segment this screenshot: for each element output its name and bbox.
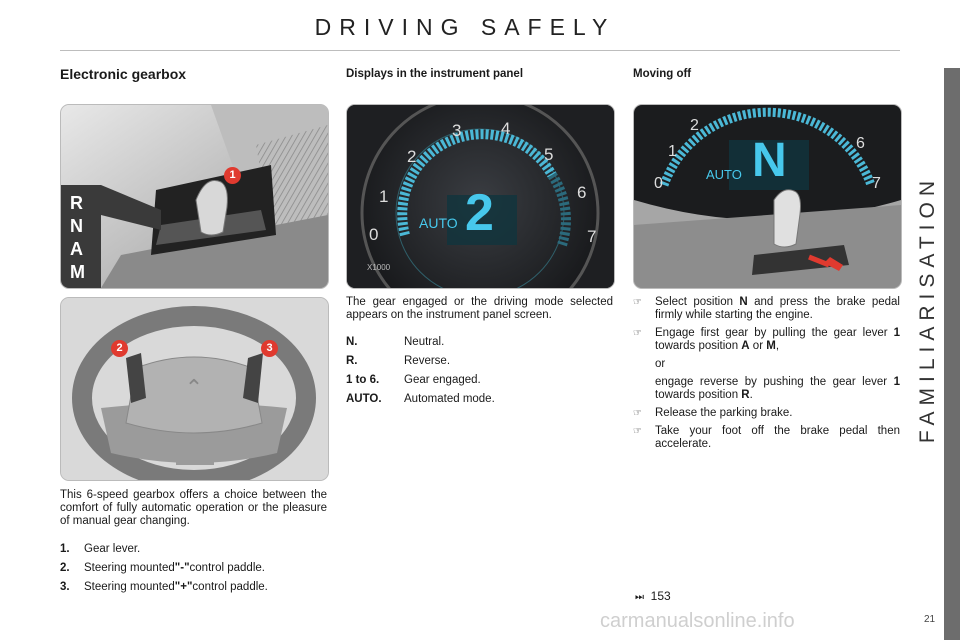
callout-badge: 2 xyxy=(111,340,128,357)
mode-label: AUTO xyxy=(706,167,742,182)
instrument-panel-image xyxy=(346,104,615,289)
svg-text:⌃: ⌃ xyxy=(184,375,204,400)
list-item: ☞ Engage first gear by pulling the gear lever 1 towards position A or M, xyxy=(633,327,900,352)
callout-badge: 1 xyxy=(224,167,241,184)
page-reference[interactable]: ⏭ 153 xyxy=(635,589,671,603)
list-item: 3. Steering mounted "+" control paddle. xyxy=(60,581,268,593)
list-item: ☞ Select position N and press the brake pedal firmly while starting the engine. xyxy=(633,296,900,321)
tachometer-number: 7 xyxy=(587,227,597,246)
pointing-hand-icon: ☞ xyxy=(633,426,642,437)
definition-item: N. Neutral. xyxy=(346,336,445,348)
tachometer-number: 0 xyxy=(369,225,379,244)
steering-wheel-image xyxy=(60,297,329,481)
tachometer-number: 7 xyxy=(872,175,881,192)
gearbox-components-list xyxy=(60,543,340,600)
definition-item: AUTO. Automated mode. xyxy=(346,393,495,405)
list-item: 1. Gear lever. xyxy=(60,543,141,555)
definition-item: R. Reverse. xyxy=(346,355,451,367)
mode-label: AUTO xyxy=(419,215,458,231)
tachometer-number: 3 xyxy=(452,121,462,140)
displays-heading: Displays in the instrument panel xyxy=(346,68,524,80)
or-text: or xyxy=(655,358,666,370)
definition-item: 1 to 6. Gear engaged. xyxy=(346,374,481,386)
tachometer-number: 0 xyxy=(654,175,663,192)
gear-digit: N xyxy=(752,134,787,187)
moving-off-steps xyxy=(633,296,900,456)
gear-digit: 2 xyxy=(465,184,494,242)
tachometer-number: 1 xyxy=(668,143,677,160)
gear-lever-image xyxy=(60,104,329,289)
displays-intro-text: The gear engaged or the driving mode selected appears on the instrument panel screen. xyxy=(346,296,613,321)
list-item: 2. Steering mounted "-" control paddle. xyxy=(60,562,265,574)
tachometer-number: 1 xyxy=(379,187,389,206)
moving-off-image xyxy=(633,104,902,289)
fast-forward-icon: ⏭ xyxy=(635,592,644,603)
section-tab xyxy=(944,68,960,640)
gear-position-label: N xyxy=(70,216,83,236)
gearbox-intro-text: This 6-speed gearbox offers a choice between the comfort of fully automatic operation or the pleasure of manual gear changing. xyxy=(60,489,327,527)
gear-position-label: M xyxy=(70,262,85,282)
tachometer-unit: X1000 xyxy=(367,263,391,272)
tachometer-number: 5 xyxy=(544,145,554,164)
tachometer-number: 6 xyxy=(856,135,865,152)
section-tab-label: FAMILIARISATION xyxy=(916,175,939,444)
gear-position-label: A xyxy=(70,239,83,259)
tachometer-number: 2 xyxy=(407,147,417,166)
watermark: carmanualsonline.info xyxy=(600,610,795,632)
tachometer-number: 4 xyxy=(501,119,511,138)
pointing-hand-icon: ☞ xyxy=(633,297,642,308)
list-item: ☞ Take your foot off the brake pedal then accelerate. xyxy=(633,425,900,450)
gear-position-label: R xyxy=(70,193,83,213)
moving-off-heading: Moving off xyxy=(633,68,692,80)
pointing-hand-icon: ☞ xyxy=(633,408,642,419)
callout-badge: 3 xyxy=(261,340,278,357)
electronic-gearbox-heading: Electronic gearbox xyxy=(60,66,187,82)
reverse-instruction: engage reverse by pushing the gear lever 1 towards position R. xyxy=(655,376,900,401)
pointing-hand-icon: ☞ xyxy=(633,328,642,339)
title-rule xyxy=(60,50,900,51)
list-item: ☞ Release the parking brake. xyxy=(633,407,793,419)
tachometer-number: 6 xyxy=(577,183,587,202)
tachometer-number: 2 xyxy=(690,117,699,134)
page-title: DRIVING SAFELY xyxy=(314,14,616,40)
page-number: 21 xyxy=(924,614,936,625)
display-definitions xyxy=(346,336,613,412)
